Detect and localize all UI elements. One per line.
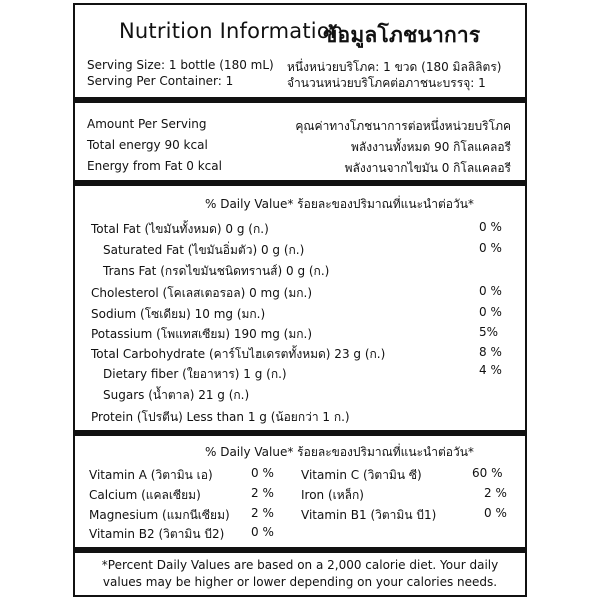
title-english: Nutrition Information [119,19,344,43]
divider-thick-3 [75,430,525,436]
nutrient-saturated-fat-dv: 0 % [479,241,502,255]
magnesium-dv: 2 % [251,506,274,520]
servings-per-container-en: Serving Per Container: 1 [87,74,234,88]
nutrient-saturated-fat: Saturated Fat (ไขมันอิ่มตัว) 0 g (ก.) [103,243,305,257]
vitamin-c-dv: 60 % [472,466,503,480]
nutrient-dietary-fiber-dv: 4 % [479,363,502,377]
daily-value-header: % Daily Value* ร้อยละของปริมาณที่แนะนำต่อวัน* [205,197,474,211]
total-energy-th: พลังงานทั้งหมด 90 กิโลแคลอรี [350,140,511,154]
calcium-dv: 2 % [251,486,274,500]
servings-per-container-th: จำนวนหน่วยบริโภคต่อภาชนะบรรจุ: 1 [287,76,486,90]
serving-size-th: หนึ่งหน่วยบริโภค: 1 ขวด (180 มิลลิลิตร) [287,60,502,74]
vitamin-a: Vitamin A (วิตามิน เอ) [89,468,213,482]
nutrient-protein: Protein (โปรตีน) Less than 1 g (น้อยกว่า 1 ก.) [91,410,350,424]
nutrient-total-carbohydrate: Total Carbohydrate (คาร์โบไฮเดรตทั้งหมด) 23 g (ก.) [91,347,386,361]
energy-from-fat-en: Energy from Fat 0 kcal [87,159,222,173]
energy-from-fat-th: พลังงานจากไขมัน 0 กิโลแคลอรี [344,161,511,175]
nutrient-dietary-fiber: Dietary fiber (ใยอาหาร) 1 g (ก.) [103,367,287,381]
amount-header-th: คุณค่าทางโภชนาการต่อหนึ่งหน่วยบริโภค [295,119,511,133]
nutrient-sodium-dv: 0 % [479,305,502,319]
vitamin-b1-dv: 0 % [484,506,507,520]
nutrient-total-fat-dv: 0 % [479,220,502,234]
nutrient-total-carbohydrate-dv: 8 % [479,345,502,359]
calcium: Calcium (แคลเซียม) [89,488,201,502]
vitamin-b1: Vitamin B1 (วิตามิน บี1) [301,508,437,522]
divider-thick-4 [75,547,525,553]
total-energy-en: Total energy 90 kcal [87,138,208,152]
nutrient-potassium-dv: 5% [479,325,499,339]
vitamin-a-dv: 0 % [251,466,274,480]
nutrient-cholesterol-dv: 0 % [479,284,502,298]
nutrient-total-fat: Total Fat (ไขมันทั้งหมด) 0 g (ก.) [91,222,269,236]
iron-dv: 2 % [484,486,507,500]
nutrient-cholesterol: Cholesterol (โคเลสเตอรอล) 0 mg (มก.) [91,286,313,300]
serving-size-en: Serving Size: 1 bottle (180 mL) [87,58,274,72]
nutrient-sodium: Sodium (โซเดียม) 10 mg (มก.) [91,307,266,321]
amount-header-en: Amount Per Serving [87,117,207,131]
iron: Iron (เหล็ก) [301,488,364,502]
nutrition-label [73,3,527,597]
nutrient-trans-fat: Trans Fat (กรดไขมันชนิดทรานส์) 0 g (ก.) [103,264,330,278]
magnesium: Magnesium (แมกนีเซียม) [89,508,230,522]
vitamin-b2: Vitamin B2 (วิตามิน บี2) [89,527,225,541]
nutrient-potassium: Potassium (โพแทสเซียม) 190 mg (มก.) [91,327,313,341]
title-thai: ข้อมูลโภชนาการ [323,23,481,47]
footnote: *Percent Daily Values are based on a 2,000 calorie diet. Your daily values may be higher or lower depending on your calories needs. [101,558,499,589]
vitamin-b2-dv: 0 % [251,525,274,539]
divider-thick-2 [75,180,525,186]
nutrient-sugars: Sugars (น้ำตาล) 21 g (ก.) [103,388,250,402]
vitamin-daily-value-header: % Daily Value* ร้อยละของปริมาณที่แนะนำต่อวัน* [205,445,474,459]
divider-thick-1 [75,97,525,103]
vitamin-c: Vitamin C (วิตามิน ซี) [301,468,422,482]
